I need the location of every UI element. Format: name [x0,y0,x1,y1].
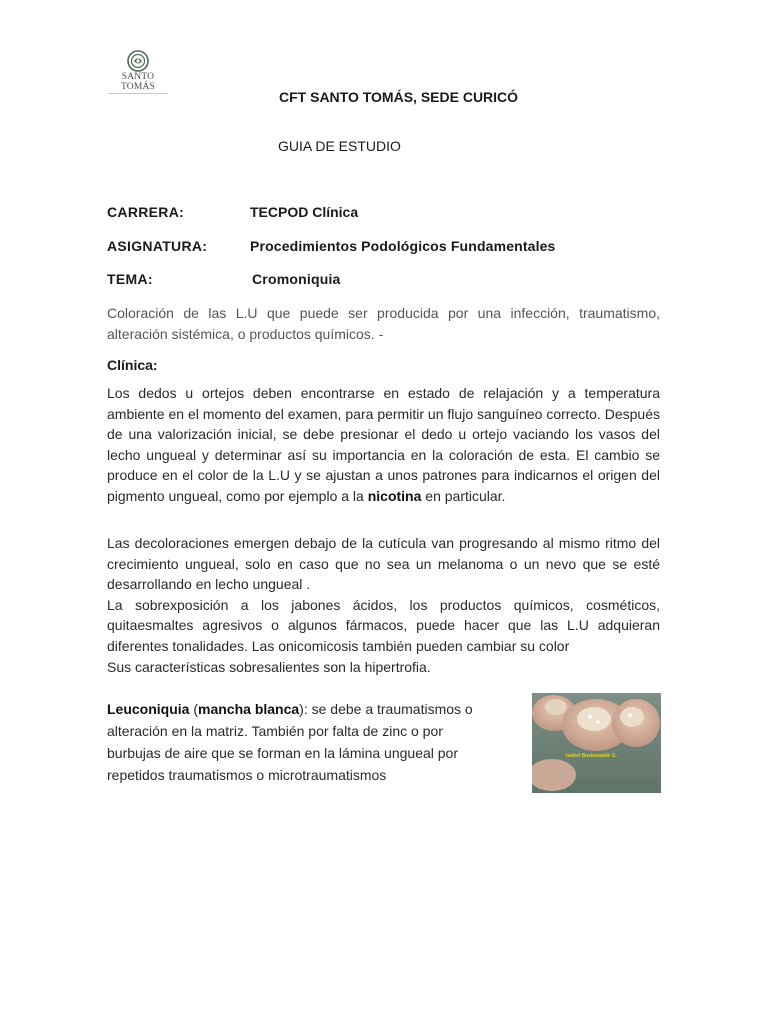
meta-tema [107,271,341,287]
leuconiquia-line-1-rest: ): se debe a traumatismos o [299,701,473,717]
document-subtitle: GUIA DE ESTUDIO [278,138,401,154]
clinica-paragraph [107,383,660,507]
institution-logo [108,50,168,105]
clinica-heading: Clínica: [107,357,158,373]
decoloraciones-paragraph-3: Sus características sobresalientes son la hipertrofia. [107,658,431,675]
asignatura-value: Procedimientos Podológicos Fundamentales [250,238,556,254]
photo-caption: Isabel Bustamante G. [566,753,617,759]
meta-carrera [107,204,359,220]
document-title: CFT SANTO TOMÁS, SEDE CURICÓ [279,89,519,105]
clinica-text-after: en particular. [425,487,506,504]
leuconiquia-line-1 [107,698,507,720]
carrera-value: TECPOD Clínica [250,204,359,220]
logo-text-line2: TOMÁS [120,82,156,92]
mancha-blanca-term: mancha blanca [198,701,300,717]
logo-text-line1: SANTO [121,72,155,82]
leuconiquia-line-4: repetidos traumatismos o microtraumatismos [107,767,387,783]
decoloraciones-block [107,533,660,677]
leuconiquia-photo [532,693,661,793]
meta-asignatura [107,238,556,254]
leuconiquia-line-3: burbujas de aire que se forman en la lámina ungueal por [107,745,459,761]
leuconiquia-section [107,698,507,786]
tema-value: Cromoniquia [252,271,341,287]
nicotina-term: nicotina [367,487,422,504]
intro-paragraph: Coloración de las L.U que puede ser producida por una infección, traumatismo, alteración sistémica, o productos químicos. - [107,305,660,342]
leuconiquia-term: Leuconiquia [107,701,190,717]
clinica-text-before: Los dedos u ortejos deben encontrarse en estado de relajación y a temperatura ambiente en el momento del examen, para permitir un flujo sanguíneo correcto. Después de una valorización inicial, se debe presionar el dedo u ortejo vaciando los vasos del lecho ungueal y determinar así su importancia en la coloración de esta. El cambio se produce en el color de la L.U y se ajustan a unos patrones para indicarnos el origen del pigmento ungueal, como por ejemplo a la [107,385,660,504]
asignatura-label: ASIGNATURA: [107,238,208,254]
toes-illustration [532,693,661,793]
leuconiquia-line-2: alteración en la matriz. También por falta de zinc o por [107,723,443,739]
decoloraciones-paragraph-1: Las decoloraciones emergen debajo de la cutícula van progresando al mismo ritmo del crecimiento ungueal, solo en caso que no sea un melanoma o un nevo que se esté desarrollando en lecho ungueal . [107,535,660,593]
carrera-label: CARRERA: [107,204,185,220]
tema-label: TEMA: [107,271,153,287]
logo-underline [108,93,168,94]
paren-open: ( [189,701,199,717]
decoloraciones-paragraph-2: La sobrexposición a los jabones ácidos, los productos químicos, cosméticos, quitaesmaltes agresivos o algunos fármacos, puede hacer que las L.U adquieran diferentes tonalidades. Las onicomicosis también pueden cambiar su color [107,596,660,654]
santo-tomas-emblem-icon [127,50,149,72]
